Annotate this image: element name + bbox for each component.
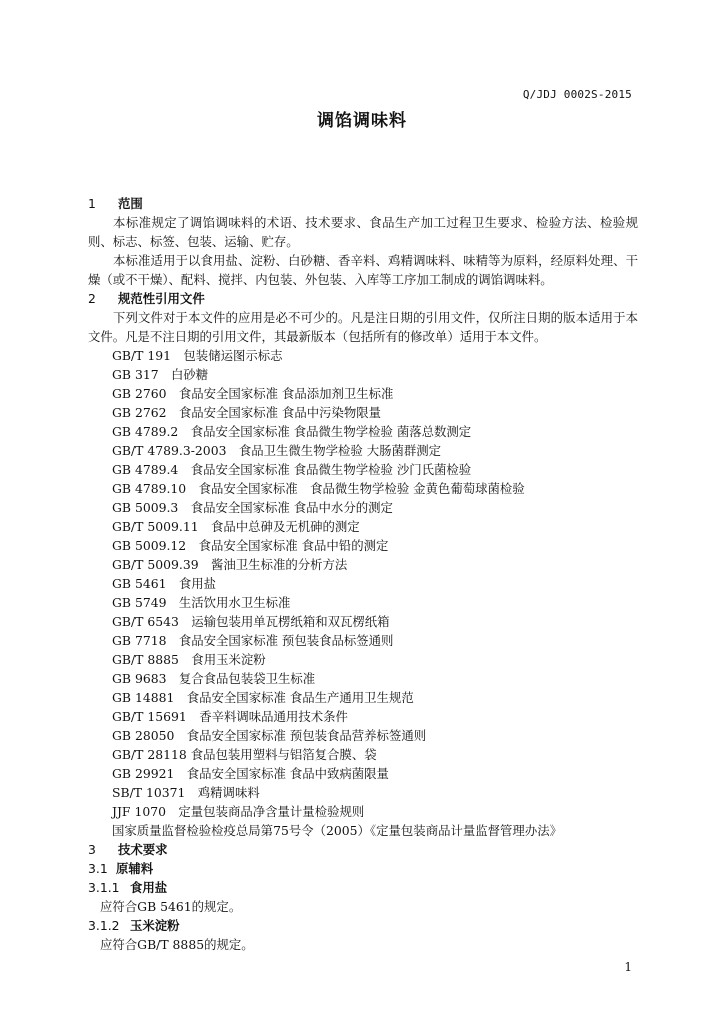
subsection-number: 3.1 bbox=[88, 861, 108, 876]
reference-item: JJF 1070 定量包装商品净含量计量检验规则 bbox=[112, 804, 365, 819]
reference-item: GB 7718 食品安全国家标准 预包装食品标签通则 bbox=[112, 633, 394, 648]
section-number: 2 bbox=[88, 291, 96, 306]
reference-item: GB 4789.4 食品安全国家标准 食品微生物学检验 沙门氏菌检验 bbox=[112, 462, 472, 477]
scope-paragraph-1: 本标准规定了调馅调味料的术语、技术要求、食品生产加工过程卫生要求、检验方法、检验规则、标志、标签、包装、运输、贮存。 bbox=[88, 215, 638, 249]
reference-item: GB/T 191 包装储运图示标志 bbox=[112, 348, 283, 363]
reference-item: GB 4789.10 食品安全国家标准 食品微生物学检验 金黄色葡萄球菌检验 bbox=[112, 481, 525, 496]
reference-item: GB 9683 复合食品包装袋卫生标准 bbox=[112, 671, 316, 686]
subsection-title: 玉米淀粉 bbox=[130, 918, 180, 933]
subsection-3-1-1-heading bbox=[88, 878, 638, 897]
reference-list bbox=[88, 346, 638, 840]
subsection-3-1-2-heading bbox=[88, 916, 638, 935]
reference-item: GB/T 5009.11 食品中总砷及无机砷的测定 bbox=[112, 519, 360, 534]
section-number: 1 bbox=[88, 196, 96, 211]
section-2-heading bbox=[88, 289, 638, 308]
reference-item: GB/T 15691 香辛料调味品通用技术条件 bbox=[112, 709, 348, 724]
reference-item: 国家质量监督检验检疫总局第75号令（2005）《定量包装商品计量监督管理办法》 bbox=[112, 823, 562, 838]
reference-item: GB 5009.12 食品安全国家标准 食品中铅的测定 bbox=[112, 538, 389, 553]
subsection-3-1-heading bbox=[88, 859, 638, 878]
subsection-number: 3.1.1 bbox=[88, 880, 120, 895]
subsection-number: 3.1.2 bbox=[88, 918, 120, 933]
subsection-title: 原辅料 bbox=[116, 861, 154, 876]
document-title: 调馅调味料 bbox=[317, 111, 407, 131]
document-body bbox=[88, 194, 638, 954]
reference-item: GB 29921 食品安全国家标准 食品中致病菌限量 bbox=[112, 766, 389, 781]
reference-item: GB 5461 食用盐 bbox=[112, 576, 217, 591]
section-title: 规范性引用文件 bbox=[118, 291, 205, 306]
reference-item: GB 317 白砂糖 bbox=[112, 367, 209, 382]
reference-item: GB/T 5009.39 酱油卫生标准的分析方法 bbox=[112, 557, 348, 572]
reference-item: GB 2762 食品安全国家标准 食品中污染物限量 bbox=[112, 405, 382, 420]
reference-item: GB 5009.3 食品安全国家标准 食品中水分的测定 bbox=[112, 500, 393, 515]
reference-item: GB 14881 食品安全国家标准 食品生产通用卫生规范 bbox=[112, 690, 414, 705]
reference-item: GB/T 8885 食用玉米淀粉 bbox=[112, 652, 266, 667]
reference-item: GB 4789.2 食品安全国家标准 食品微生物学检验 菌落总数测定 bbox=[112, 424, 472, 439]
section-3-heading bbox=[88, 840, 638, 859]
reference-item: GB 28050 食品安全国家标准 预包装食品营养标签通则 bbox=[112, 728, 427, 743]
reference-item: GB/T 4789.3-2003 食品卫生微生物学检验 大肠菌群测定 bbox=[112, 443, 442, 458]
starch-requirement: 应符合GB/T 8885的规定。 bbox=[100, 937, 254, 952]
reference-item: GB/T 28118 食品包装用塑料与铝箔复合膜、袋 bbox=[112, 747, 377, 762]
references-intro: 下列文件对于本文件的应用是必不可少的。凡是注日期的引用文件，仅所注日期的版本适用于本文件。凡是不注日期的引用文件，其最新版本（包括所有的修改单）适用于本文件。 bbox=[88, 310, 638, 344]
section-number: 3 bbox=[88, 842, 96, 857]
reference-item: GB/T 6543 运输包装用单瓦楞纸箱和双瓦楞纸箱 bbox=[112, 614, 390, 629]
reference-item: GB 5749 生活饮用水卫生标准 bbox=[112, 595, 291, 610]
section-1-heading bbox=[88, 194, 638, 213]
document-code: Q/JDJ 0002S-2015 bbox=[522, 88, 632, 101]
reference-item: SB/T 10371 鸡精调味料 bbox=[112, 785, 260, 800]
salt-requirement: 应符合GB 5461的规定。 bbox=[100, 899, 242, 914]
section-title: 范围 bbox=[118, 196, 143, 211]
section-title: 技术要求 bbox=[118, 842, 168, 857]
page-number: 1 bbox=[624, 960, 632, 974]
reference-item: GB 2760 食品安全国家标准 食品添加剂卫生标准 bbox=[112, 386, 394, 401]
subsection-title: 食用盐 bbox=[130, 880, 168, 895]
scope-paragraph-2: 本标准适用于以食用盐、淀粉、白砂糖、香辛料、鸡精调味料、味精等为原料，经原料处理、干燥（或不干燥）、配料、搅拌、内包装、外包装、入库等工序加工制成的调馅调味料。 bbox=[88, 253, 638, 287]
